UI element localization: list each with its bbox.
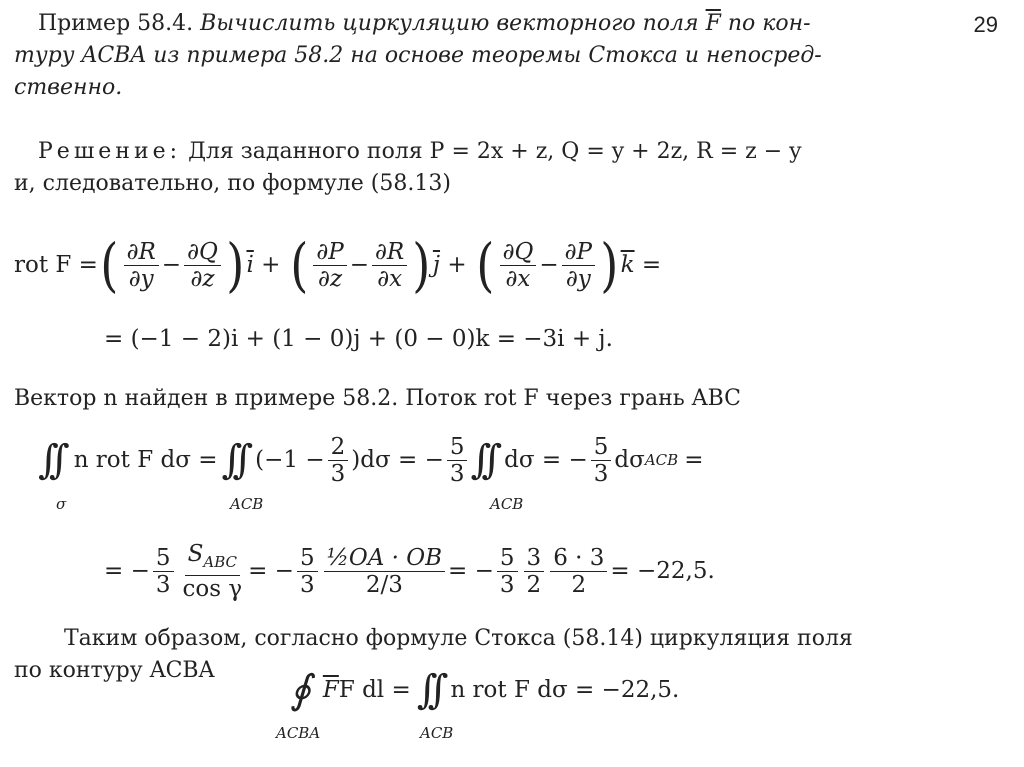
- solution-line-2: и, следовательно, по формуле (58.13): [14, 171, 451, 196]
- frac-dP-dy: $\frac{\partial P}{\partial y}$: [562, 239, 595, 292]
- limit-acb-2: ACB: [490, 495, 524, 513]
- limit-sigma: σ: [56, 495, 67, 513]
- double-integral-4: ∫∫: [416, 667, 439, 713]
- frac-5-3-e: $\frac{5}{3}$: [497, 545, 518, 598]
- frac-2-3: $\frac{2}{3}$: [328, 434, 349, 487]
- problem-line-3: ственно.: [14, 75, 123, 100]
- limit-acb-3: ACB: [420, 724, 454, 742]
- frac-5-3-d: $\frac{5}{3}$: [297, 545, 318, 598]
- stokes-formula: ∮ $\overline{F}$ F dl = ∫∫ n rot F dσ = −22,5.: [290, 667, 680, 713]
- frac-dQ-dx: $\frac{\partial Q}{\partial x}$: [500, 239, 537, 292]
- solution-text: Для заданного поля P = 2x + z, Q = y + 2z, R = z − y: [188, 139, 802, 164]
- flux-formula-2: = − $\frac{5}{3}$ $\frac{S_{ABC}}{\text{cos γ}}$ = − $\frac{5}{3}$ $\frac{\text{½OA · OB}}{2/3}$ = − $\frac{5}{3}$ $\frac{3}{2}$ $\frac{6 \cdot 3}{2}$ = −22,5.: [104, 540, 715, 602]
- frac-oa-ob: $\frac{\text{½OA · OB}}{2/3}$: [324, 545, 445, 598]
- frac-3-2: $\frac{3}{2}$: [524, 545, 545, 598]
- frac-dR-dx: $\frac{\partial R}{\partial x}$: [372, 239, 407, 292]
- double-integral-3: ∫∫: [470, 437, 493, 483]
- frac-dQ-dz: $\frac{\partial Q}{\partial z}$: [184, 239, 221, 292]
- frac-6x3-2: $\frac{6 \cdot 3}{2}$: [550, 545, 607, 598]
- rot-lhs: rot F =: [14, 252, 98, 278]
- double-integral-2: ∫∫: [221, 437, 244, 483]
- problem-heading: Пример 58.4.: [38, 11, 194, 36]
- double-integral-1: ∫∫: [38, 437, 60, 483]
- rot-formula: rot F = ( $\frac{\partial R}{\partial y}$ − $\frac{\partial Q}{\partial z}$ ) $\overline{i}$ + ( $\frac{\partial P}{\partial z}$ − $\frac{\partial R}{\partial x}$ ) $\overline{j}$ + ( $\frac{\partial Q}{\partial x}$ − $\frac{\partial P}{\partial y}$ ) $\overline{k}$ =: [14, 231, 662, 299]
- solution-line-1: [38, 138, 802, 166]
- field-symbol: $\overline{F}$: [705, 11, 721, 36]
- flux-line: Вектор n найден в примере 58.2. Поток rot F через грань ABC: [14, 386, 741, 411]
- flux-integrand: n rot F dσ =: [73, 447, 218, 473]
- contour-integral: ∮: [290, 667, 301, 713]
- frac-5-3-c: $\frac{5}{3}$: [153, 545, 174, 598]
- rot-result: = (−1 − 2)i + (1 − 0)j + (0 − 0)k = −3i + j.: [104, 326, 613, 352]
- frac-dP-dz: $\frac{\partial P}{\partial z}$: [313, 239, 346, 292]
- limit-acb-1: ACB: [230, 495, 264, 513]
- solution-label: Решение:: [38, 139, 182, 164]
- flux-formula-1: ∫∫ n rot F dσ = ∫∫ (−1 − $\frac{2}{3}$ )dσ = − $\frac{5}{3}$ ∫∫ dσ = − $\frac{5}{3}$ dσ ACB =: [38, 433, 704, 487]
- page-number: 29: [973, 12, 998, 37]
- conclusion-line-1: Таким образом, согласно формуле Стокса (58.14) циркуляция поля: [64, 626, 853, 651]
- problem-text-1: Вычислить циркуляцию векторного поля: [200, 11, 699, 36]
- problem-line-2: туру ACBA из примера 58.2 на основе теоремы Стокса и непосред-: [14, 43, 822, 68]
- limit-acba: ACBA: [276, 724, 321, 742]
- frac-5-3-a: $\frac{5}{3}$: [447, 434, 468, 487]
- conclusion-line-2: по контуру ACBA: [14, 658, 215, 683]
- frac-dR-dy: $\frac{\partial R}{\partial y}$: [124, 239, 159, 292]
- problem-line-1: [38, 10, 811, 38]
- frac-5-3-b: $\frac{5}{3}$: [591, 434, 612, 487]
- problem-text-2: по кон-: [727, 11, 811, 36]
- frac-s-cos: $\frac{S_{ABC}}{\text{cos γ}}$: [182, 540, 243, 602]
